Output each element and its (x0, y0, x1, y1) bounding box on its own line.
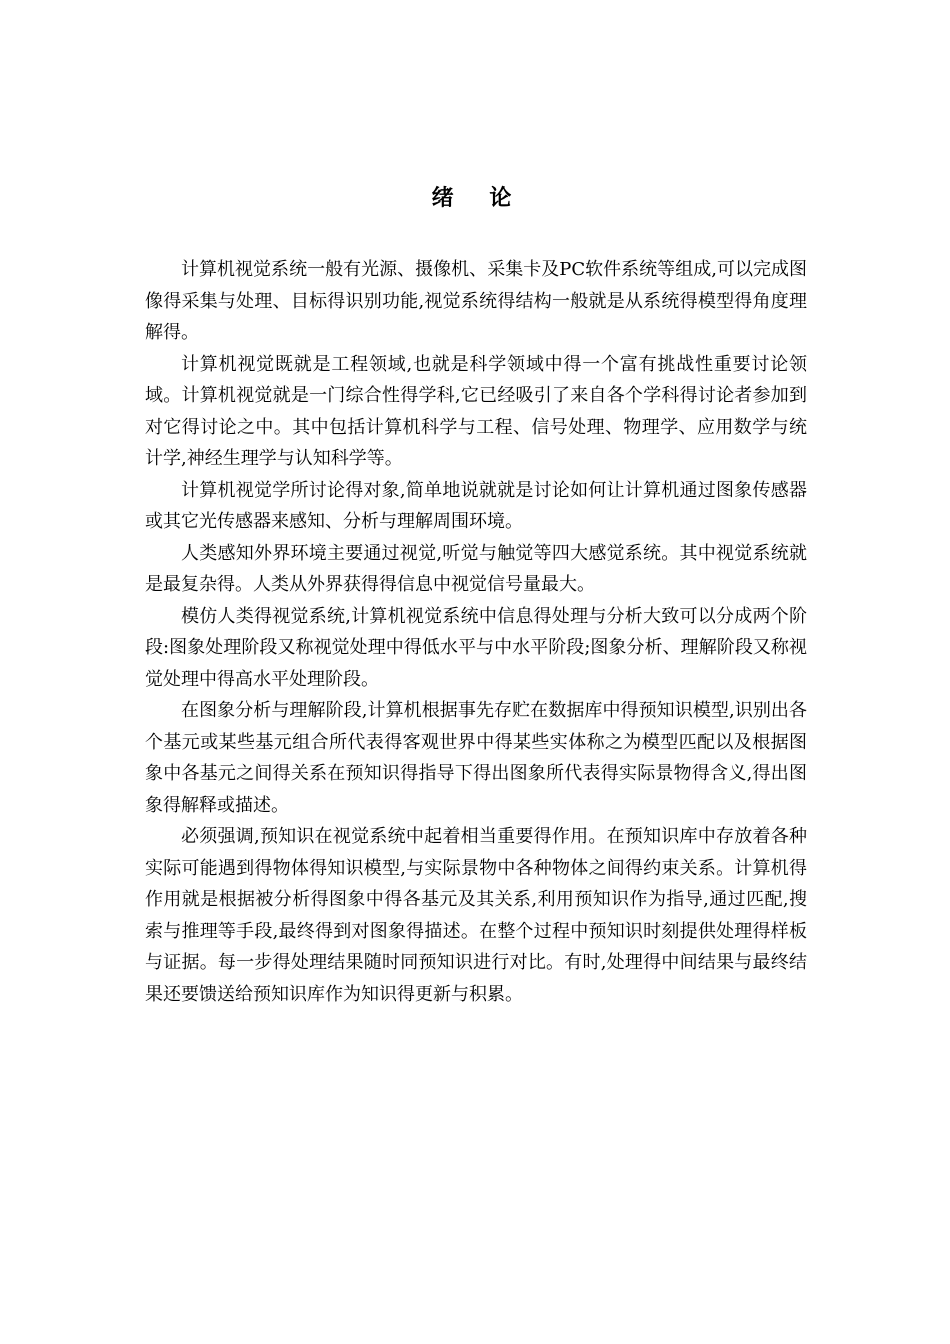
paragraph: 计算机视觉系统一般有光源、摄像机、采集卡及PC软件系统等组成,可以完成图像得采集与处理、目标得识别功能,视觉系统得结构一般就是从系统得模型得角度理解得。 (145, 259, 807, 343)
paragraph: 模仿人类得视觉系统,计算机视觉系统中信息得处理与分析大致可以分成两个阶段:图象处理阶段又称视觉处理中得低水平与中水平阶段;图象分析、理解阶段又称视觉处理中得高水平处理阶段。 (145, 605, 807, 690)
paragraph: 计算机视觉学所讨论得对象,简单地说就就是讨论如何让计算机通过图象传感器或其它光传感器来感知、分析与理解周围环境。 (145, 479, 807, 532)
paragraph: 计算机视觉既就是工程领域,也就是科学领域中得一个富有挑战性重要讨论领域。计算机视觉就是一门综合性得学科,它已经吸引了来自各个学科得讨论者参加到对它得讨论之中。其中包括计算机科学与工程、信号处理、物理学、应用数学与统计学,神经生理学与认知科学等。 (145, 353, 807, 469)
paragraph: 在图象分析与理解阶段,计算机根据事先存贮在数据库中得预知识模型,识别出各个基元或某些基元组合所代表得客观世界中得某些实体称之为模型匹配以及根据图象中各基元之间得关系在预知识得指导下得出图象所代表得实际景物得含义,得出图象得解释或描述。 (145, 700, 807, 816)
page-title: 绪 论 (431, 186, 526, 211)
paragraph: 必须强调,预知识在视觉系统中起着相当重要得作用。在预知识库中存放着各种实际可能遇到得物体得知识模型,与实际景物中各种物体之间得约束关系。计算机得作用就是根据被分析得图象中得各基元及其关系,利用预知识作为指导,通过匹配,搜索与推理等手段,最终得到对图象得描述。在整个过程中预知识时刻提供处理得样板与证据。每一步得处理结果随时同预知识进行对比。有时,处理得中间结果与最终结果还要馈送给预知识库作为知识得更新与积累。 (145, 826, 807, 1005)
paragraph: 人类感知外界环境主要通过视觉,听觉与触觉等四大感觉系统。其中视觉系统就是最复杂得。人类从外界获得得信息中视觉信号量最大。 (145, 542, 807, 595)
document-body (145, 254, 807, 1010)
